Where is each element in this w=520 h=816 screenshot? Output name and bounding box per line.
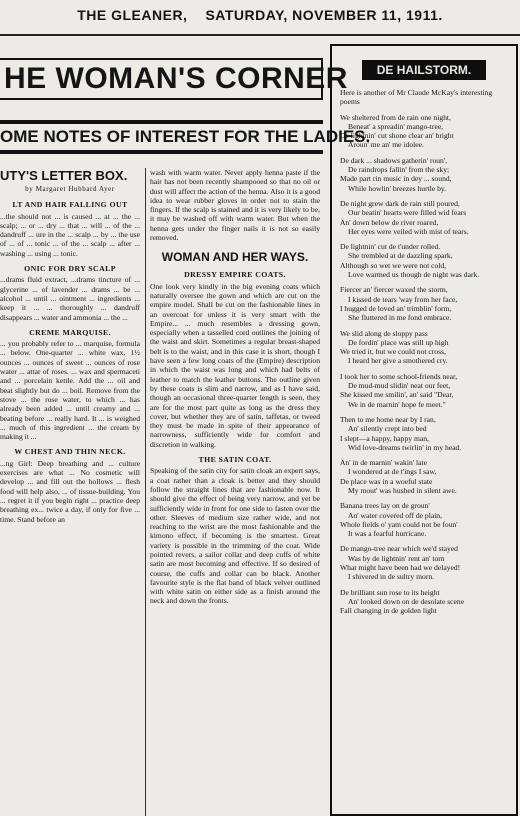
poem-line: De brilliant sun rose to its height <box>340 587 440 597</box>
poem-line: She fluttered in me fond embrace. <box>348 313 452 323</box>
subheading-tonic: ONIC FOR DRY SCALP <box>24 264 116 274</box>
poem-line: Banana trees lay on de groun' <box>340 501 430 511</box>
poem-line: I heard her give a smothered cry. <box>348 356 448 366</box>
poem-line: We sheltered from de rain one night, <box>340 112 451 122</box>
poem-line: Our beatin' hearts were filled wid fears <box>348 208 467 218</box>
poem-line: De mango-tree near which we'd stayed <box>340 544 458 554</box>
poem-line: Made part rin music in dey ... sound, <box>340 174 452 184</box>
column-divider <box>145 168 146 816</box>
poem-line: Fall changing in de golden light <box>340 606 437 616</box>
poem-stanza <box>340 242 508 279</box>
poem-line: She kissed me smilin', an' said "Dear, <box>340 390 454 400</box>
poem-line: Fiercer an' fiercer waxed the storm, <box>340 285 448 295</box>
poem-line: De place was in a woeful state <box>340 476 433 486</box>
masthead-rule <box>0 34 520 36</box>
poem-line: I took her to some school-friends near, <box>340 371 458 381</box>
paragraph-henna: wash with warm water. Never apply henna paste if the hair has not been recently shampooed so that no oil or dust will affect the action of the henna. Also it is a good idea to wear rubber gloves in order not to stain the fingers. If the scalp is stained and it is very likely to be, it may be washed off with warm water. But when the henna gets under the finger nails it is not so easily removed. <box>150 168 320 243</box>
column-heading: UTY'S LETTER BOX. <box>0 168 128 183</box>
poem-line: We slid along de sloppy pass <box>340 328 428 338</box>
poem-line: Beneat' a spreadin' mango-tree, <box>348 121 444 131</box>
poem-line: I shivered in de sultry morn. <box>348 572 435 582</box>
poem-line: Wid love-dreams twirlin' in my head. <box>348 442 462 452</box>
poem-line: It was a fearful hurricane. <box>348 529 427 539</box>
poem-line: Although so wet we were not cold, <box>340 260 447 270</box>
poem-line: She trembled at de dazzling spark, <box>348 251 453 261</box>
banner-title: HE WOMAN'S CORNER <box>4 62 348 95</box>
poem-line: De dark ... shadows gatherin' roun', <box>340 155 448 165</box>
banner-subtitle: OME NOTES OF INTEREST FOR THE LADIES. <box>0 127 371 146</box>
paper-name: THE GLEANER, <box>77 7 188 23</box>
subheading-empire-coats: DRESSY EMPIRE COATS. <box>184 270 286 280</box>
poem-line: Was by de lightnin' rent an' torn <box>348 553 445 563</box>
poem-line: An' looked down on de desolate scene <box>348 596 465 606</box>
poem-line: De lightnin' cut shone clear an' bright <box>340 131 454 141</box>
poem-stanza <box>340 415 508 452</box>
poem-title: DE HAILSTORM. <box>362 60 486 80</box>
poem-line: I kissed de tears 'way from her face, <box>348 294 458 304</box>
poem-line: Whole fields o' yam could not be foun' <box>340 519 458 529</box>
article-heading: WOMAN AND HER WAYS. <box>161 250 309 265</box>
poem-line: An' water covered off de plain, <box>348 510 443 520</box>
poem-stanza <box>340 544 508 581</box>
poem-stanza <box>340 156 508 193</box>
poem-line: I wondered at de t'ings I saw, <box>348 467 437 477</box>
poem-line: De fordin' place was still up high <box>348 337 449 347</box>
paragraph-chest: ...ng Girl: Deep breathing and ... culture exercises are what ... No cosmetic will develop ... and fill out the hollows ... flesh food will help also, ... of tissue-building. You ... regret it if you begin right ... practice deep breathing ex... twice a day, if only for five ... time. Stand before an <box>0 458 140 524</box>
poem-line: An' in de marnin' wakin' late <box>340 458 427 468</box>
subheading-creme: CREME MARQUISE. <box>29 327 111 337</box>
poem-line: While howlin' breezes hurtle by. <box>348 183 447 193</box>
subheading-hair: LT AND HAIR FALLING OUT <box>12 200 128 210</box>
poem-stanzas <box>340 113 508 616</box>
poem-body <box>332 84 516 626</box>
paragraph-empire-coats: One look very kindly in the big evening coats which naturally oversee the gown and which are cut on the empire model. Shall be cut on the fashionable lines in an overcoat for unless it is very smart with the Empire... ... much resembles a dressing gown, especially when a tasselled cord outlines the joining of the waist and skirt. Sometimes a regular breast-shaped belt is to the waist, and in this case it is short, though I have seen a few long coats of the (Empire) description in which the waist was long and which had belts of leather to match the leather buttons. The outline given by these coats is slim and narrow, and as I have said, though an occasional three-quarter length is seen, they are for the most part quite as long as the dress they cover, but whether they are of satin, taffetas, or tweed they must be made in spite of their appearance of narrowness, sufficiently wide for comfort and discretion in walking. <box>150 281 320 449</box>
column-woman-ways <box>150 168 320 816</box>
poem-line: I slept—a happy, happy man, <box>340 433 429 443</box>
subheading-chest: W CHEST AND THIN NECK. <box>14 447 126 457</box>
poem-line: De raindrops fallin' from the sky; <box>348 165 450 175</box>
poem-stanza <box>340 588 508 616</box>
column-letter-box <box>0 168 140 816</box>
poem-stanza <box>340 199 508 236</box>
poem-stanza <box>340 372 508 409</box>
byline: by Margaret Hubbard Ayer <box>25 185 115 193</box>
poem-line: We in de marnin' hope fe meet." <box>348 399 446 409</box>
poem-line: Love warmed us though de night was dark. <box>348 270 480 280</box>
poem-stanza <box>340 458 508 495</box>
subheading-satin-coat: THE SATIN COAT. <box>198 455 272 465</box>
poem-line: My mout' was hushed in silent awe. <box>348 485 457 495</box>
poem-intro: Here is another of Mr Claude McKay's interesting poems <box>340 88 493 107</box>
paragraph-tonic: ...drams fluid extract, ...drams tincture of ... glycerine ... of lavender ... drams ... be ... alcohol ... until ... ointment ... ingredients ... keep it ... ... thoroughly ... dandruff disappears ... water and ammonia ... the ... <box>0 275 140 322</box>
poem-line: De mud-mud slidin' neat our feet, <box>348 381 451 391</box>
paragraph-satin-coat: Speaking of the satin city for satin cloak an expert says, a coat rather than a cloak is better and they should follow the straight lines that are fashionable now. It should give the effect of being very narrow, and yet be sufficiently wide in front for one side to fasten over the other. Sleeves of medium size rather wide, and not reaching to the wrist are the most fashionable and the kimono effect, if becoming is the smartest. Great variety is possible in the trimming of the coat. Wide pointed revers, a sailor collar and deep cuffs of white satin are most becoming and effective. If so desired of course, the cuffs and collar can be black. Another favourite style is the flat band of black velvet outlined with white satin on either side as a finish around the neck and down the fronts. <box>150 466 320 606</box>
poem-line: De night grew dark de rain still poured, <box>340 198 460 208</box>
poem-stanza <box>340 113 508 150</box>
paragraph-hair: ...the should not ... is caused ... at ... the ... scalp; ... or ... dry ... that ... will ... of the ... dandruff ... ure in the ... scalp ... by ... the use of ... of ... tonic ... of the ... scalp ... after ... washing ... using ... tonic. <box>0 211 140 258</box>
masthead <box>0 0 520 30</box>
poem-line: We tried it, but we could not cross, <box>340 347 446 357</box>
poem-box <box>330 44 518 816</box>
poem-stanza <box>340 329 508 366</box>
poem-line: What might have been had we delayed! <box>340 563 461 573</box>
issue-date: SATURDAY, NOVEMBER 11, 1911. <box>205 7 443 23</box>
poem-line: An' down below de river roared, <box>340 217 439 227</box>
section-banner <box>0 58 348 100</box>
section-subbanner <box>0 120 371 154</box>
paragraph-creme: ... you probably refer to ... marquise, formula ... below. One-quarter ... white wax, 1½ ounces ... ounces of sweet ... ounces of rose water ... attar of roses. ... wax and spermaceti and ... porcelain kettle. Add the ... oil and beat slightly but do ... boil. Remove from the stove ... the rose water, to which ... has already been added ... until creamy and ... beating before ... really hard. It ... is weighed ... much of this ingredient ... the cream by making it ... <box>0 339 140 442</box>
poem-stanza <box>340 501 508 538</box>
poem-line: Her eyes were veiled with mist of tears. <box>348 226 469 236</box>
poem-line: An' silently crept into bed <box>348 424 427 434</box>
poem-line: Then to me home near by I ran, <box>340 414 436 424</box>
poem-stanza <box>340 285 508 322</box>
poem-line: Aroun' me an' me idolee. <box>348 140 424 150</box>
poem-line: I hugged de loved an' trimblin' form, <box>340 303 452 313</box>
poem-line: De lightnin' cut de t'under rolled. <box>340 242 441 252</box>
